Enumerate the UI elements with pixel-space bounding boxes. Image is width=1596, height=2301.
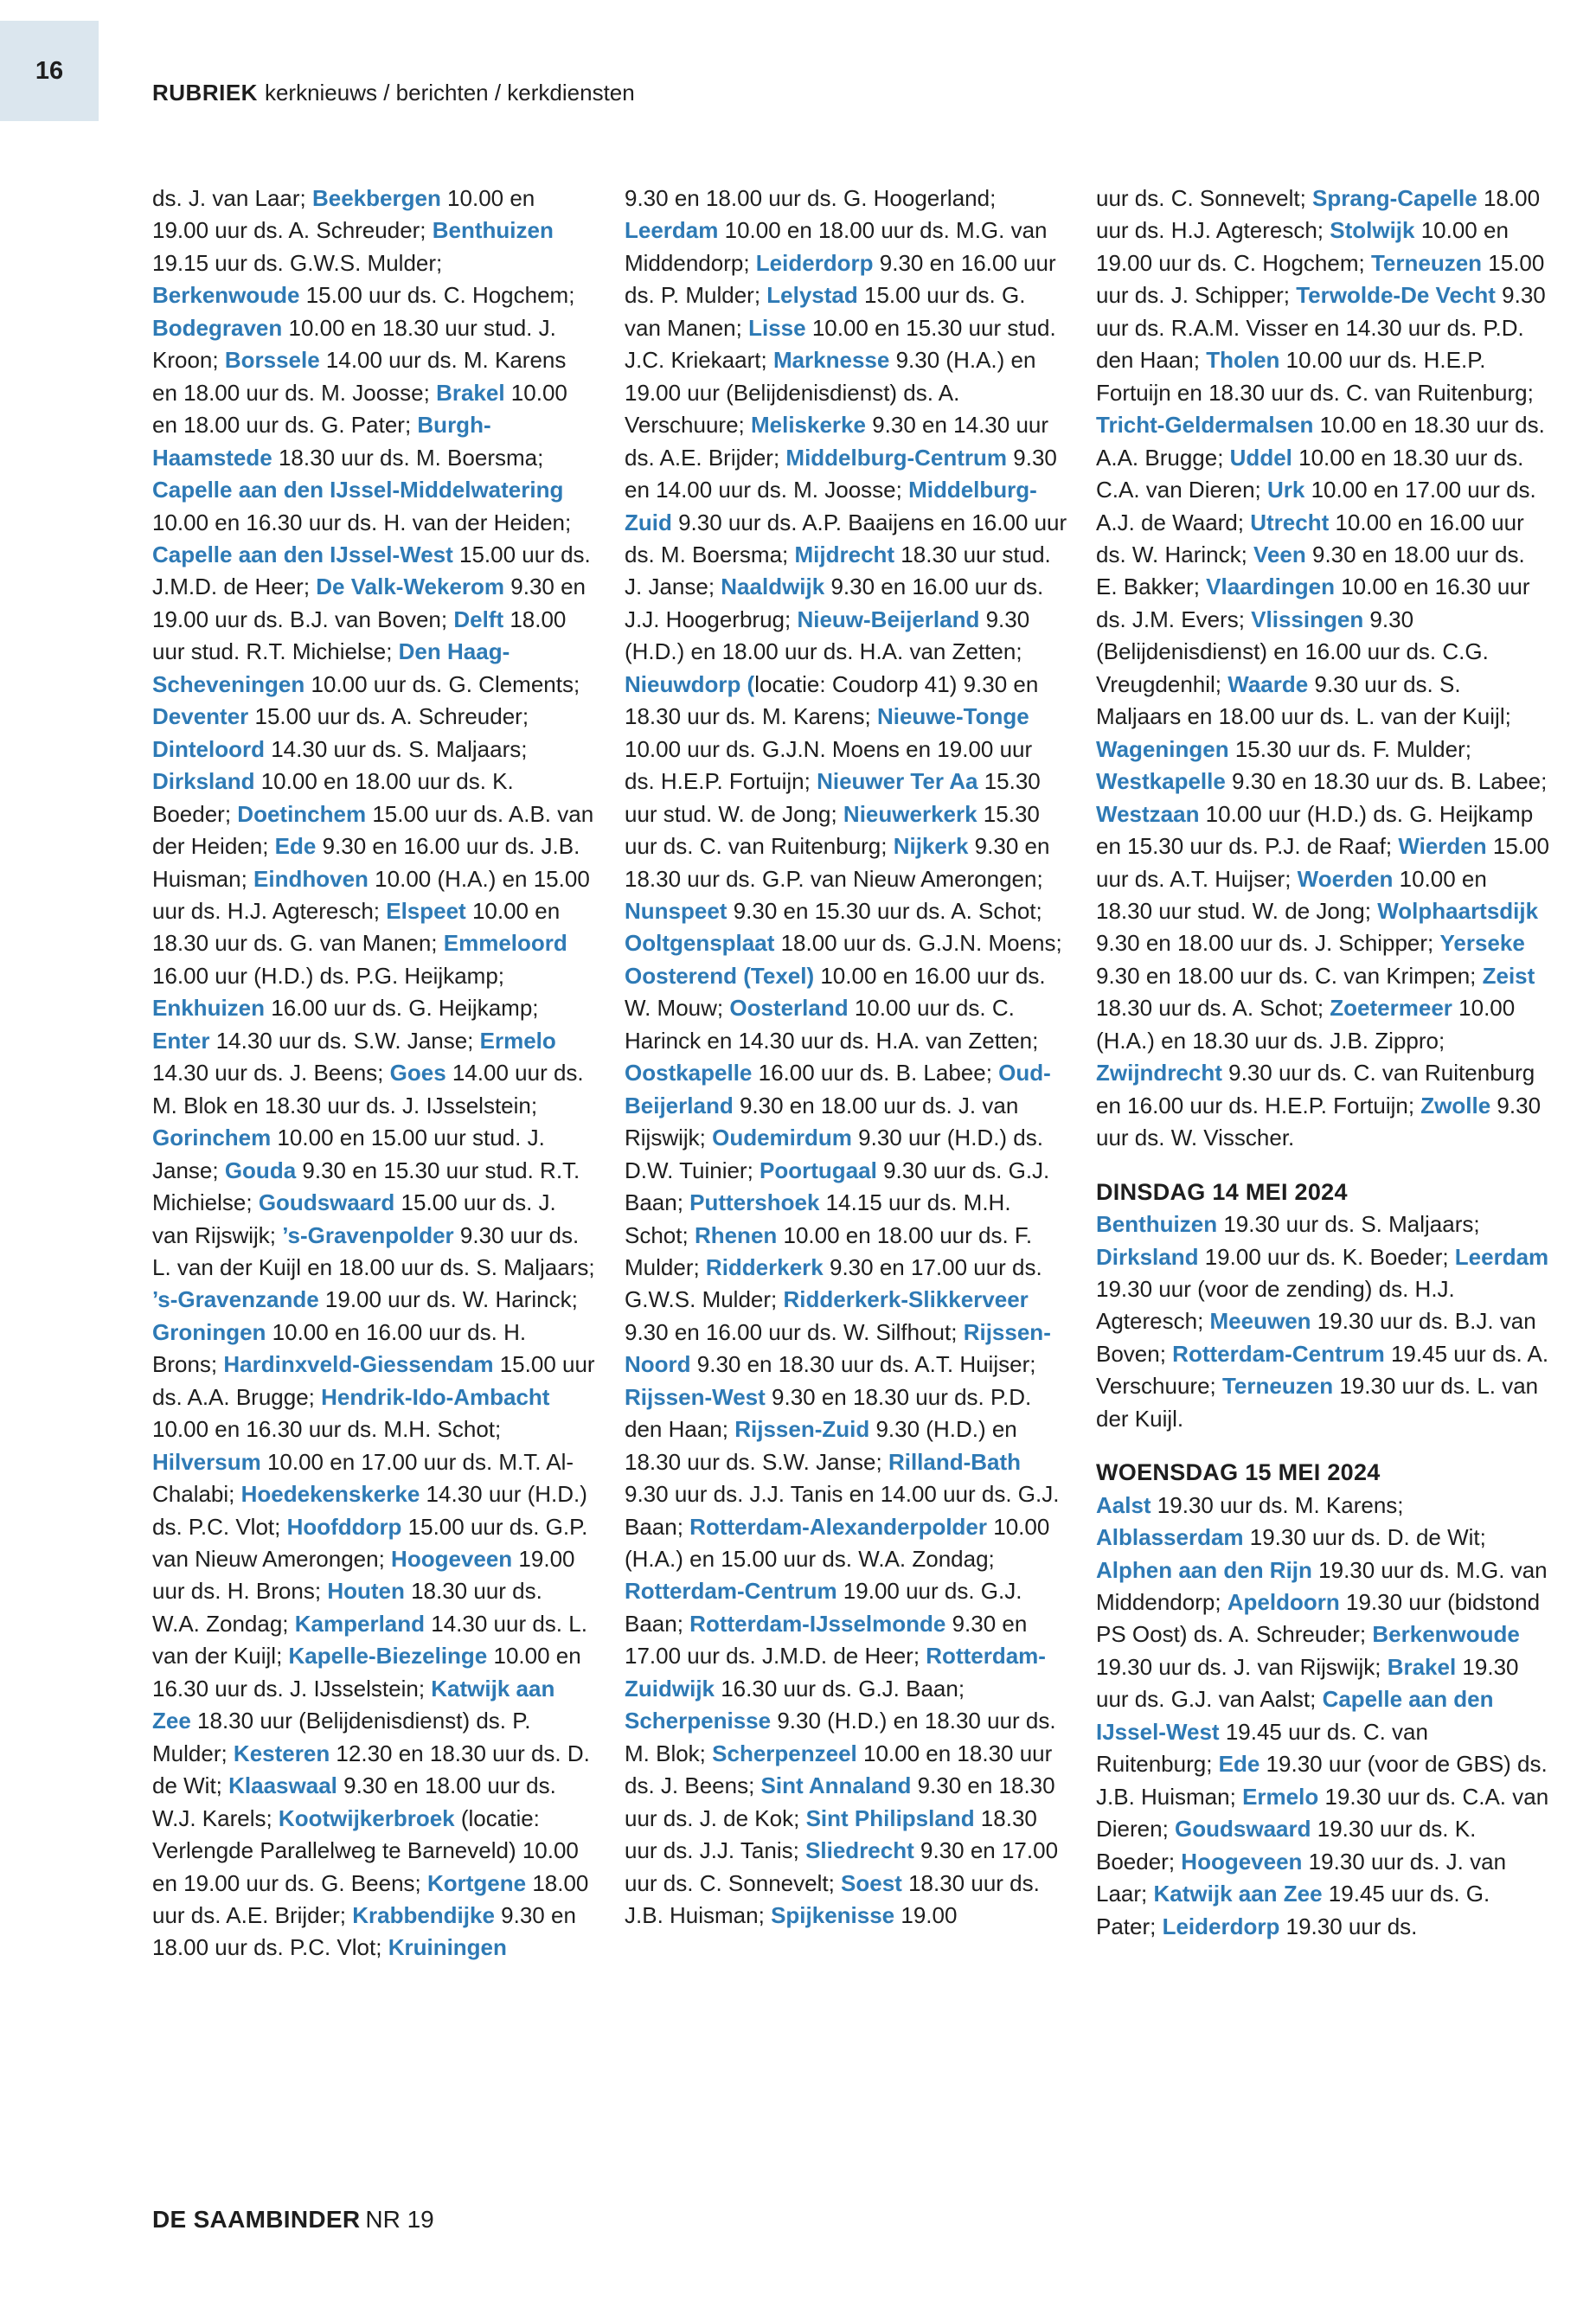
service-details: 10.00 en 16.30 uur ds. H. van der Heiden; xyxy=(152,509,572,535)
place-name: Terwolde-De Vecht xyxy=(1296,282,1496,309)
column-2 xyxy=(625,183,1067,1932)
service-details: 9.30 en 18.30 uur ds. P.D. den Haan; xyxy=(625,1383,1032,1443)
service-details: (locatie: Verlengde Parallelweg te Barneveld) 10.00 en 19.00 uur ds. G. Beens; xyxy=(152,1804,579,1896)
place-name: Wageningen xyxy=(1096,735,1229,762)
place-name: Ede xyxy=(274,833,317,860)
place-name: Tholen xyxy=(1206,347,1280,374)
service-details: 19.30 uur ds. G.J. van Aalst; xyxy=(1096,1653,1519,1713)
place-name: Benthuizen xyxy=(432,217,554,244)
service-details: 15.00 uur ds. A.T. Huijser; xyxy=(1096,833,1549,892)
place-name: Nunspeet xyxy=(625,897,727,924)
service-details: 14.00 uur ds. M. Blok en 18.30 uur ds. J. IJsselstein; xyxy=(152,1060,584,1118)
place-name: Rijssen-Zuid xyxy=(734,1416,870,1443)
service-details: 10.00 uur ds. G. Clements; xyxy=(304,670,580,697)
place-name: Bodegraven xyxy=(152,314,283,341)
service-details: 15.00 uur ds. J.M.D. de Heer; xyxy=(152,541,591,600)
place-name: Hilversum xyxy=(152,1448,261,1475)
service-details: 10.00 (H.A.) en 15.00 uur ds. H.J. Agteresch; xyxy=(152,865,590,924)
place-name: Stolwijk xyxy=(1330,217,1415,244)
service-details: 9.30 en 14.00 uur ds. M. Joosse; xyxy=(625,444,1057,503)
place-name: Marknesse xyxy=(772,347,890,374)
place-name: Emmeloord xyxy=(443,930,567,957)
place-name: Rilland-Bath xyxy=(888,1448,1022,1475)
service-details: 10.00 en 16.00 uur ds. H. Brons; xyxy=(152,1318,527,1378)
section-subtitle: kerknieuws / berichten / kerkdiensten xyxy=(264,80,635,106)
place-name: Delft xyxy=(453,606,504,632)
service-details: 10.00 en 18.30 uur stud. W. de Jong; xyxy=(1096,865,1487,924)
service-details: 9.30 en 17.00 uur ds. J.M.D. de Heer; xyxy=(625,1610,1028,1670)
service-details: 9.30 en 18.00 uur ds. G. Hoogerland; xyxy=(625,185,997,211)
service-details: 9.30 (Belijdenisdienst) en 16.00 uur ds. C.G. Vreugdenhil; xyxy=(1096,606,1489,697)
service-details: 18.30 uur stud. J. Janse; xyxy=(625,541,1051,600)
section-label: RUBRIEK xyxy=(152,80,258,106)
service-details: locatie: Coudorp 41) 9.30 en 18.30 uur ds. M. Karens; xyxy=(625,670,1039,730)
service-details: 19.45 uur ds. C. van Ruitenburg; xyxy=(1096,1718,1428,1778)
place-name: Waarde xyxy=(1227,670,1309,697)
place-name: Nieuw-Beijerland xyxy=(797,606,980,632)
place-name: Klaaswaal xyxy=(228,1772,337,1799)
place-name: Rotterdam-Centrum xyxy=(1172,1340,1385,1367)
service-details: 19.30 uur ds. M.G. van Middendorp; xyxy=(1096,1556,1548,1616)
place-name: Benthuizen xyxy=(1096,1211,1218,1238)
place-name: Kamperland xyxy=(294,1610,426,1637)
place-name: Leerdam xyxy=(625,217,719,244)
service-details: 10.00 en 16.00 uur ds. W. Harinck; xyxy=(1096,509,1524,567)
service-details: 18.30 uur (Belijdenisdienst) ds. P. Mulder; xyxy=(152,1708,531,1766)
service-details: 9.30 (H.A.) en 19.00 uur (Belijdenisdienst) ds. A. Verschuure; xyxy=(625,347,1036,439)
service-details: 9.30 en 19.00 uur ds. B.J. van Boven; xyxy=(152,574,586,632)
service-details: 16.30 uur ds. G.J. Baan; xyxy=(715,1675,965,1702)
place-name: Ridderkerk-Slikkerveer xyxy=(783,1286,1029,1313)
service-details: 14.30 uur ds. J. Beens; xyxy=(152,1060,390,1086)
service-details: 19.30 uur (bidstond PS Oost) ds. A. Schreuder; xyxy=(1096,1589,1541,1648)
place-name: Elspeet xyxy=(386,897,466,924)
service-details: 18.00 uur stud. R.T. Michielse; xyxy=(152,606,567,665)
service-details: 14.30 uur ds. L. van der Kuijl; xyxy=(152,1610,587,1670)
service-details: 9.30 en 18.00 uur ds. P.C. Vlot; xyxy=(152,1902,576,1961)
service-details: 10.00 en 18.00 uur ds. F. Mulder; xyxy=(625,1221,1033,1280)
service-details: 15.30 uur stud. W. de Jong; xyxy=(625,768,1041,827)
place-name: Capelle aan den IJssel-West xyxy=(152,541,453,567)
place-name: Middelburg-Zuid xyxy=(625,477,1037,535)
place-name: Leiderdorp xyxy=(755,249,874,276)
service-details: 19.30 uur ds. L. van der Kuijl. xyxy=(1096,1373,1539,1432)
place-name: Den Haag-Scheveningen xyxy=(152,638,510,697)
place-name: Rijssen-Noord xyxy=(625,1318,1051,1378)
service-details: 10.00 en 18.30 uur stud. J. Kroon; xyxy=(152,314,556,374)
place-name: Dirksland xyxy=(1096,1243,1199,1270)
place-name: Oostkapelle xyxy=(625,1060,753,1086)
service-details: 10.00 en 19.00 uur ds. A. Schreuder; xyxy=(152,185,535,244)
place-name: Hoedekenskerke xyxy=(240,1481,420,1508)
service-details: 19.30 uur ds. M. Karens; xyxy=(1151,1491,1404,1518)
place-name: Enter xyxy=(152,1027,210,1054)
place-name: Terneuzen xyxy=(1221,1373,1334,1400)
service-details: 19.45 uur ds. A. Verschuure; xyxy=(1096,1340,1549,1400)
place-name: Berkenwoude xyxy=(1372,1621,1520,1648)
service-details: 9.30 uur ds. S. Maljaars en 18.00 uur ds. L. van der Kuijl; xyxy=(1096,670,1511,730)
place-name: Nieuwer Ter Aa xyxy=(817,768,978,795)
place-name: Rotterdam-IJsselmonde xyxy=(689,1610,946,1637)
service-details: 10.00 en 19.00 uur ds. C. Hogchem; xyxy=(1096,217,1509,276)
service-details: 18.30 uur ds. M. Boersma; xyxy=(272,444,544,471)
service-details: 19.00 uur ds. K. Boeder; xyxy=(1198,1243,1455,1270)
place-name: Goudswaard xyxy=(258,1189,395,1216)
service-details: 10.00 en 16.00 uur ds. W. Mouw; xyxy=(625,962,1046,1022)
service-details: 19.30 uur ds. K. Boeder; xyxy=(1096,1816,1477,1875)
service-details: 10.00 en 18.30 uur ds. C.A. van Dieren; xyxy=(1096,444,1524,503)
service-details: 19.00 uur ds. G.J. Baan; xyxy=(625,1578,1022,1637)
service-details: 15.00 uur ds. A.A. Brugge; xyxy=(152,1351,595,1410)
service-details: 9.30 (H.D.) en 18.30 uur ds. S.W. Janse; xyxy=(625,1416,1017,1475)
place-name: Krabbendijke xyxy=(352,1902,495,1929)
place-name: Rotterdam-Centrum xyxy=(625,1578,837,1605)
place-name: Hoogeveen xyxy=(391,1546,513,1573)
service-details: 10.00 en 18.30 uur ds. J. Beens; xyxy=(625,1740,1053,1799)
service-details: 10.00 en 15.00 uur stud. J. Janse; xyxy=(152,1125,545,1183)
service-details: 9.30 uur ds. A.P. Baaijens en 16.00 uur ds. M. Boersma; xyxy=(625,509,1067,567)
place-name: Scherpenzeel xyxy=(712,1740,857,1766)
service-details: 9.30 uur ds. L. van der Kuijl en 18.00 uur ds. S. Maljaars; xyxy=(152,1221,595,1280)
service-details: 19.15 uur ds. G.W.S. Mulder; xyxy=(152,249,443,276)
service-details: 15.00 uur ds. J. van Rijswijk; xyxy=(152,1189,556,1248)
service-details: 15.00 uur ds. C. Hogchem; xyxy=(299,282,575,309)
place-name: Sint Annaland xyxy=(760,1772,912,1799)
place-name: Nieuwe-Tonge xyxy=(876,703,1029,730)
service-details: 15.00 uur ds. J. Schipper; xyxy=(1096,249,1545,309)
service-details: 18.30 uur ds. W.A. Zondag; xyxy=(152,1578,542,1637)
place-name: Scherpenisse xyxy=(625,1708,772,1734)
service-list xyxy=(1096,1490,1549,1943)
service-details: 14.00 uur ds. M. Karens en 18.00 uur ds. M. Joosse; xyxy=(152,347,567,406)
place-name: Hoofddorp xyxy=(286,1513,402,1540)
service-details: 9.30 en 16.00 uur ds. J.B. Huisman; xyxy=(152,833,580,892)
service-list xyxy=(1096,183,1549,1155)
service-details: 9.30 en 17.00 uur ds. C. Sonnevelt; xyxy=(625,1837,1059,1896)
service-list xyxy=(625,183,1067,1932)
place-name: Spijkenisse xyxy=(771,1902,895,1929)
place-name: Kapelle-Biezelinge xyxy=(288,1643,488,1670)
service-details: 10.00 en 16.30 uur ds. J.M. Evers; xyxy=(1096,574,1530,632)
place-name: Katwijk aan Zee xyxy=(1153,1881,1323,1907)
service-details: 19.00 xyxy=(894,1902,958,1929)
place-name: Leerdam xyxy=(1454,1243,1549,1270)
place-name: Puttershoek xyxy=(689,1189,820,1216)
service-details: 9.30 uur ds. C. van Ruitenburg en 16.00 uur ds. H.E.P. Fortuijn; xyxy=(1096,1060,1535,1118)
place-name: Utrecht xyxy=(1250,509,1330,535)
service-details: 9.30 en 17.00 uur ds. G.W.S. Mulder; xyxy=(625,1253,1042,1313)
service-details: 9.30 uur ds. G.J. Baan; xyxy=(625,1157,1050,1216)
day-heading: DINSDAG 14 MEI 2024 xyxy=(1096,1178,1348,1205)
service-details: 18.00 uur ds. G.J.N. Moens; xyxy=(774,930,1062,957)
service-details: 19.30 uur ds. B.J. van Boven; xyxy=(1096,1308,1536,1367)
place-name: Meeuwen xyxy=(1209,1308,1311,1335)
service-details: 10.00 en 16.30 uur ds. J. IJsselstein; xyxy=(152,1643,581,1702)
place-name: Burgh-Haamstede xyxy=(152,412,491,471)
place-name: Nijkerk xyxy=(893,833,969,860)
service-details: 19.30 uur ds. S. Maljaars; xyxy=(1217,1211,1480,1238)
service-details: 10.00 en 17.00 uur ds. A.J. de Waard; xyxy=(1096,477,1536,535)
place-name: Naaldwijk xyxy=(721,574,825,600)
place-name: Veen xyxy=(1253,541,1306,567)
service-details: 14.30 uur ds. S.W. Janse; xyxy=(209,1027,480,1054)
place-name: Groningen xyxy=(152,1318,266,1345)
place-name: Enkhuizen xyxy=(152,995,266,1022)
place-name: Wierden xyxy=(1398,833,1487,860)
service-details: 9.30 en 14.30 uur ds. A.E. Brijder; xyxy=(625,412,1049,471)
service-details: 10.00 en 15.30 uur stud. J.C. Kriekaart; xyxy=(625,314,1056,374)
service-details: 9.30 en 18.00 uur ds. J. van Rijswijk; xyxy=(625,1092,1019,1151)
place-name: Sprang-Capelle xyxy=(1312,185,1477,211)
place-name: Kesteren xyxy=(233,1740,330,1766)
place-name: Hardinxveld-Giessendam xyxy=(223,1351,494,1378)
place-name: Oosterend (Texel) xyxy=(625,962,815,989)
service-details: 9.30 en 15.30 uur ds. A. Schot; xyxy=(727,897,1042,924)
service-details: 10.00 en 17.00 uur ds. M.T. Al-Chalabi; xyxy=(152,1448,574,1508)
place-name: Doetinchem xyxy=(237,800,367,827)
place-name: Aalst xyxy=(1096,1491,1151,1518)
service-details: 9.30 en 16.00 uur ds. J.J. Hoogerbrug; xyxy=(625,574,1044,632)
place-name: Brakel xyxy=(1387,1653,1457,1680)
place-name: Borssele xyxy=(224,347,320,374)
place-name: Katwijk aan Zee xyxy=(152,1675,555,1734)
place-name: Sliedrecht xyxy=(805,1837,914,1864)
place-name: Zoetermeer xyxy=(1330,995,1452,1022)
service-details: 12.30 en 18.30 uur ds. D. de Wit; xyxy=(152,1740,590,1799)
place-name: Kruiningen xyxy=(388,1934,507,1961)
service-details: 16.00 uur ds. G. Heijkamp; xyxy=(265,995,539,1022)
service-details: 15.30 uur ds. F. Mulder; xyxy=(1228,735,1471,762)
place-name: Meliskerke xyxy=(750,412,866,439)
service-details: 9.30 en 18.00 uur ds. C. van Krimpen; xyxy=(1096,962,1483,989)
place-name: Vlaardingen xyxy=(1206,574,1335,600)
service-details: 10.00 en 18.00 uur ds. M.G. van Middendorp; xyxy=(625,217,1048,276)
service-details: 14.30 uur (H.D.) ds. P.C. Vlot; xyxy=(152,1481,587,1540)
page-footer xyxy=(152,2206,434,2234)
column-1 xyxy=(152,183,595,1965)
service-details: 19.00 uur ds. W. Harinck; xyxy=(318,1286,578,1313)
place-name: Uddel xyxy=(1229,444,1292,471)
place-name: Zeist xyxy=(1482,962,1535,989)
service-details: 9.30 en 18.30 uur ds. G.P. van Nieuw Amerongen; xyxy=(625,833,1050,892)
place-name: Terneuzen xyxy=(1370,249,1483,276)
place-name: Houten xyxy=(327,1578,405,1605)
service-details: 16.00 uur (H.D.) ds. P.G. Heijkamp; xyxy=(152,962,505,989)
service-details: 9.30 uur ds. R.A.M. Visser en 14.30 uur ds. P.D. den Haan; xyxy=(1096,282,1546,374)
page-header xyxy=(152,80,635,106)
place-name: Soest xyxy=(841,1869,902,1896)
service-details: 15.00 uur ds. G. van Manen; xyxy=(625,282,1026,341)
service-details: 18.00 uur ds. H.J. Agteresch; xyxy=(1096,185,1541,244)
service-details: 19.30 uur ds. J. van Rijswijk; xyxy=(1096,1653,1388,1680)
publication-name: DE SAAMBINDER xyxy=(152,2206,361,2233)
place-name: Apeldoorn xyxy=(1227,1589,1340,1616)
service-details: 9.30 uur ds. W. Visscher. xyxy=(1096,1092,1542,1151)
service-details: 15.30 uur ds. C. van Ruitenburg; xyxy=(625,800,1040,860)
service-details: 10.00 en 16.30 uur ds. M.H. Schot; xyxy=(152,1416,502,1443)
place-name: Goes xyxy=(389,1060,446,1086)
place-name: Berkenwoude xyxy=(152,282,300,309)
service-details: 10.00 uur ds. G.J.N. Moens en 19.00 uur ds. H.E.P. Fortuijn; xyxy=(625,735,1033,795)
service-details: 19.30 uur ds. xyxy=(1279,1913,1418,1939)
page-number: 16 xyxy=(35,57,64,85)
place-name: Deventer xyxy=(152,703,249,730)
place-name: Ooltgensplaat xyxy=(625,930,775,957)
service-details: 10.00 en 18.00 uur ds. G. Pater; xyxy=(152,379,567,439)
place-name: Capelle aan den IJssel-West xyxy=(1096,1686,1494,1745)
service-details: 9.30 en 18.30 uur ds. J. de Kok; xyxy=(625,1772,1055,1831)
service-details: 10.00 en 18.30 uur ds. G. van Manen; xyxy=(152,897,561,957)
service-list xyxy=(152,183,595,1965)
service-details: 15.00 uur ds. A. Schreuder; xyxy=(248,703,529,730)
place-name: Alblasserdam xyxy=(1096,1524,1244,1551)
service-details: 14.15 uur ds. M.H. Schot; xyxy=(625,1189,1011,1248)
place-name: Zwijndrecht xyxy=(1096,1060,1222,1086)
place-name: Gorinchem xyxy=(152,1125,272,1151)
place-name: Rotterdam-Zuidwijk xyxy=(625,1643,1046,1702)
place-name: Ermelo xyxy=(1242,1783,1319,1810)
service-details: 9.30 en 18.00 uur ds. E. Bakker; xyxy=(1096,541,1525,600)
service-details: 19.30 uur ds. C.A. van Dieren; xyxy=(1096,1783,1549,1843)
place-name: De Valk-Wekerom xyxy=(316,574,505,600)
service-details: 18.30 uur ds. J.B. Huisman; xyxy=(625,1869,1040,1929)
column-3 xyxy=(1096,183,1549,1943)
service-list xyxy=(1096,1208,1549,1435)
service-details: 19.30 uur ds. J. van Laar; xyxy=(1096,1848,1507,1907)
service-details: 9.30 (H.D.) en 18.00 uur ds. H.A. van Zetten; xyxy=(625,606,1030,665)
place-name: Kortgene xyxy=(426,1869,527,1896)
place-name: Brakel xyxy=(436,379,505,406)
place-name: Lelystad xyxy=(766,282,858,309)
place-name: Gouda xyxy=(224,1157,297,1183)
service-details: ds. J. van Laar; xyxy=(152,185,312,211)
place-name: Zwolle xyxy=(1420,1092,1491,1118)
place-name: Oosterland xyxy=(729,995,849,1022)
service-details: 19.45 uur ds. G. Pater; xyxy=(1096,1881,1490,1939)
service-details: 10.00 (H.A.) en 15.00 uur ds. W.A. Zondag; xyxy=(625,1513,1050,1573)
service-details: 10.00 uur ds. C. Harinck en 14.30 uur ds. H.A. van Zetten; xyxy=(625,995,1039,1054)
place-name: Rotterdam-Alexanderpolder xyxy=(689,1513,988,1540)
service-details: 16.00 uur ds. B. Labee; xyxy=(752,1060,999,1086)
place-name: Rhenen xyxy=(694,1221,778,1248)
service-details: 15.00 uur ds. G.P. van Nieuw Amerongen; xyxy=(152,1513,588,1573)
place-name: Woerden xyxy=(1297,865,1394,892)
service-details: 9.30 en 16.00 uur ds. W. Silfhout; xyxy=(625,1318,964,1345)
service-details: 19.30 uur ds. D. de Wit; xyxy=(1243,1524,1486,1551)
place-name: Ridderkerk xyxy=(705,1253,824,1280)
service-details: 10.00 en 18.00 uur ds. K. Boeder; xyxy=(152,768,514,827)
place-name: Wolphaartsdijk xyxy=(1377,897,1539,924)
place-name: Oudemirdum xyxy=(712,1125,852,1151)
place-name: Westzaan xyxy=(1096,800,1200,827)
service-details: 9.30 en 18.30 uur ds. B. Labee; xyxy=(1225,768,1548,795)
service-details: 9.30 (H.D.) en 18.30 uur ds. M. Blok; xyxy=(625,1708,1056,1766)
place-name: Nieuwerkerk xyxy=(843,800,977,827)
place-name: Oud-Beijerland xyxy=(625,1060,1051,1118)
service-details: uur ds. C. Sonnevelt; xyxy=(1096,185,1313,211)
place-name: Eindhoven xyxy=(253,865,369,892)
service-details: 9.30 uur ds. J.J. Tanis en 14.00 uur ds. G.J. Baan; xyxy=(625,1481,1060,1540)
place-name: Capelle aan den IJssel-Middelwatering xyxy=(152,477,564,503)
service-details: 10.00 en 18.30 uur ds. A.A. Brugge; xyxy=(1096,412,1545,471)
place-name: ’s-Gravenpolder xyxy=(282,1221,454,1248)
place-name: Goudswaard xyxy=(1175,1816,1311,1843)
service-details: 9.30 en 18.00 uur ds. W.J. Karels; xyxy=(152,1772,556,1831)
place-name: Vlissingen xyxy=(1251,606,1364,632)
place-name: Hendrik-Ido-Ambacht xyxy=(321,1383,550,1410)
place-name: Ermelo xyxy=(479,1027,556,1054)
place-name: Middelburg-Centrum xyxy=(785,444,1008,471)
place-name: Poortugaal xyxy=(760,1157,877,1183)
place-name: Rijssen-West xyxy=(625,1383,766,1410)
service-details: 18.30 uur ds. J.J. Tanis; xyxy=(625,1804,1037,1864)
place-name: Westkapelle xyxy=(1096,768,1226,795)
service-details: 9.30 en 16.00 uur ds. P. Mulder; xyxy=(625,249,1056,309)
place-name: Leiderdorp xyxy=(1162,1913,1280,1939)
service-details: 9.30 en 18.30 uur ds. A.T. Huijser; xyxy=(690,1351,1036,1378)
place-name: Yerseke xyxy=(1439,930,1525,957)
service-details: 9.30 uur (H.D.) ds. D.W. Tuinier; xyxy=(625,1125,1043,1183)
place-name: Lisse xyxy=(748,314,806,341)
service-details: 14.30 uur ds. S. Maljaars; xyxy=(265,735,528,762)
service-details: 10.00 uur (H.D.) ds. G. Heijkamp en 15.30 uur ds. P.J. de Raaf; xyxy=(1096,800,1534,860)
place-name: Mijdrecht xyxy=(794,541,895,567)
place-name: ’s-Gravenzande xyxy=(152,1286,319,1313)
place-name: Dirksland xyxy=(152,768,255,795)
day-heading: WOENSDAG 15 MEI 2024 xyxy=(1096,1459,1381,1486)
place-name: Alphen aan den Rijn xyxy=(1096,1556,1312,1583)
place-name: Tricht-Geldermalsen xyxy=(1096,412,1314,439)
place-name: Hoogeveen xyxy=(1181,1848,1303,1875)
service-details: 9.30 en 18.00 uur ds. J. Schipper; xyxy=(1096,930,1440,957)
issue-number: NR 19 xyxy=(365,2206,434,2233)
service-details: 18.00 uur ds. A.E. Brijder; xyxy=(152,1869,589,1929)
place-name: Nieuwdorp ( xyxy=(625,670,755,697)
place-name: Dinteloord xyxy=(152,735,265,762)
service-details: 19.00 uur ds. H. Brons; xyxy=(152,1546,575,1605)
service-details: 19.30 uur (voor de GBS) ds. J.B. Huisman; xyxy=(1096,1751,1548,1810)
service-details: 18.30 uur ds. A. Schot; xyxy=(1096,995,1330,1022)
place-name: Beekbergen xyxy=(311,185,441,211)
place-name: Kootwijkerbroek xyxy=(278,1804,455,1831)
service-details: 15.00 uur ds. A.B. van der Heiden; xyxy=(152,800,594,860)
service-details: 10.00 uur ds. H.E.P. Fortuijn en 18.30 uur ds. C. van Ruitenburg; xyxy=(1096,347,1534,406)
place-name: Ede xyxy=(1218,1751,1260,1778)
service-details: 19.30 uur (voor de zending) ds. H.J. Agteresch; xyxy=(1096,1275,1455,1335)
service-details: 10.00 (H.A.) en 18.30 uur ds. J.B. Zippro; xyxy=(1096,995,1516,1054)
service-details: 9.30 en 15.30 uur stud. R.T. Michielse; xyxy=(152,1157,580,1216)
place-name: Urk xyxy=(1266,477,1305,503)
place-name: Sint Philipsland xyxy=(805,1804,975,1831)
